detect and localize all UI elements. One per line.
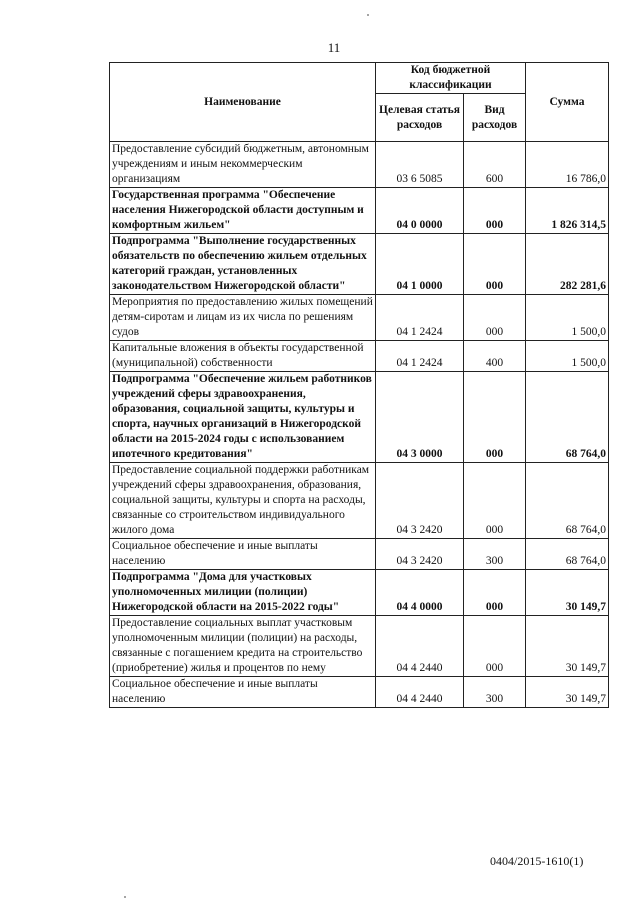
row-expense-type: 000 [464, 188, 526, 234]
budget-table [109, 62, 609, 708]
scan-speck [124, 896, 126, 898]
header-expense-type: Вид расходов [464, 94, 526, 142]
row-name: Капитальные вложения в объекты государственной (муниципальной) собственности [110, 341, 376, 372]
document-code: 0404/2015-1610(1) [490, 854, 584, 868]
table-row [110, 372, 609, 463]
table-body [110, 142, 609, 708]
row-target-article: 04 1 2424 [376, 295, 464, 341]
row-expense-type: 000 [464, 234, 526, 295]
row-amount: 1 500,0 [526, 341, 609, 372]
row-amount: 1 500,0 [526, 295, 609, 341]
page-number: 11 [327, 40, 341, 55]
table-row [110, 234, 609, 295]
header-amount: Сумма [526, 63, 609, 142]
row-expense-type: 600 [464, 142, 526, 188]
table-row [110, 295, 609, 341]
row-target-article: 04 1 0000 [376, 234, 464, 295]
header-name: Наименование [110, 63, 376, 142]
row-name: Предоставление социальной поддержки работникам учреждений сферы здравоохранения, образования, социальной защиты, культуры и спорта на расходы, связанные со строительством индивидуального жилого дома [110, 463, 376, 539]
row-name: Предоставление социальных выплат участковым уполномоченным милиции (полиции) на расходы, связанные с погашением кредита на строительство (приобретение) жилья и процентов по нему [110, 616, 376, 677]
row-name: Мероприятия по предоставлению жилых помещений детям-сиротам и лицам из их числа по решениям судов [110, 295, 376, 341]
row-expense-type: 000 [464, 616, 526, 677]
row-name: Государственная программа "Обеспечение населения Нижегородской области доступным и комфортным жильем" [110, 188, 376, 234]
row-expense-type: 300 [464, 677, 526, 708]
row-target-article: 04 4 0000 [376, 570, 464, 616]
table-row [110, 570, 609, 616]
row-amount: 68 764,0 [526, 372, 609, 463]
table-row [110, 188, 609, 234]
table-row [110, 341, 609, 372]
row-name: Подпрограмма "Обеспечение жильем работников учреждений сферы здравоохранения, образования, социальной защиты, культуры и спорта, научных организаций в Нижегородской области на 2015-2024 годы с использованием ипотечного кредитования" [110, 372, 376, 463]
row-name: Социальное обеспечение и иные выплаты населению [110, 677, 376, 708]
header-target-article: Целевая статья расходов [376, 94, 464, 142]
row-target-article: 04 3 0000 [376, 372, 464, 463]
row-target-article: 04 3 2420 [376, 463, 464, 539]
table-row [110, 539, 609, 570]
row-name: Подпрограмма "Дома для участковых уполномоченных милиции (полиции) Нижегородской области на 2015-2022 годы" [110, 570, 376, 616]
row-expense-type: 000 [464, 463, 526, 539]
table-row [110, 463, 609, 539]
row-name: Социальное обеспечение и иные выплаты населению [110, 539, 376, 570]
row-amount: 30 149,7 [526, 677, 609, 708]
row-amount: 282 281,6 [526, 234, 609, 295]
row-expense-type: 300 [464, 539, 526, 570]
row-expense-type: 400 [464, 341, 526, 372]
table-row [110, 616, 609, 677]
row-target-article: 04 1 2424 [376, 341, 464, 372]
header-budget-code: Код бюджетной классификации [376, 63, 526, 94]
row-amount: 30 149,7 [526, 616, 609, 677]
row-target-article: 04 3 2420 [376, 539, 464, 570]
row-target-article: 04 0 0000 [376, 188, 464, 234]
table-row [110, 142, 609, 188]
table-row [110, 677, 609, 708]
scan-speck [367, 14, 369, 16]
row-amount: 16 786,0 [526, 142, 609, 188]
row-target-article: 03 6 5085 [376, 142, 464, 188]
row-target-article: 04 4 2440 [376, 677, 464, 708]
row-expense-type: 000 [464, 295, 526, 341]
row-name: Предоставление субсидий бюджетным, автономным учреждениям и иным некоммерческим организациям [110, 142, 376, 188]
row-expense-type: 000 [464, 570, 526, 616]
row-expense-type: 000 [464, 372, 526, 463]
row-target-article: 04 4 2440 [376, 616, 464, 677]
row-amount: 30 149,7 [526, 570, 609, 616]
row-amount: 68 764,0 [526, 463, 609, 539]
row-amount: 68 764,0 [526, 539, 609, 570]
row-amount: 1 826 314,5 [526, 188, 609, 234]
row-name: Подпрограмма "Выполнение государственных обязательств по обеспечению жильем отдельных категорий граждан, установленных законодательством Нижегородской области" [110, 234, 376, 295]
